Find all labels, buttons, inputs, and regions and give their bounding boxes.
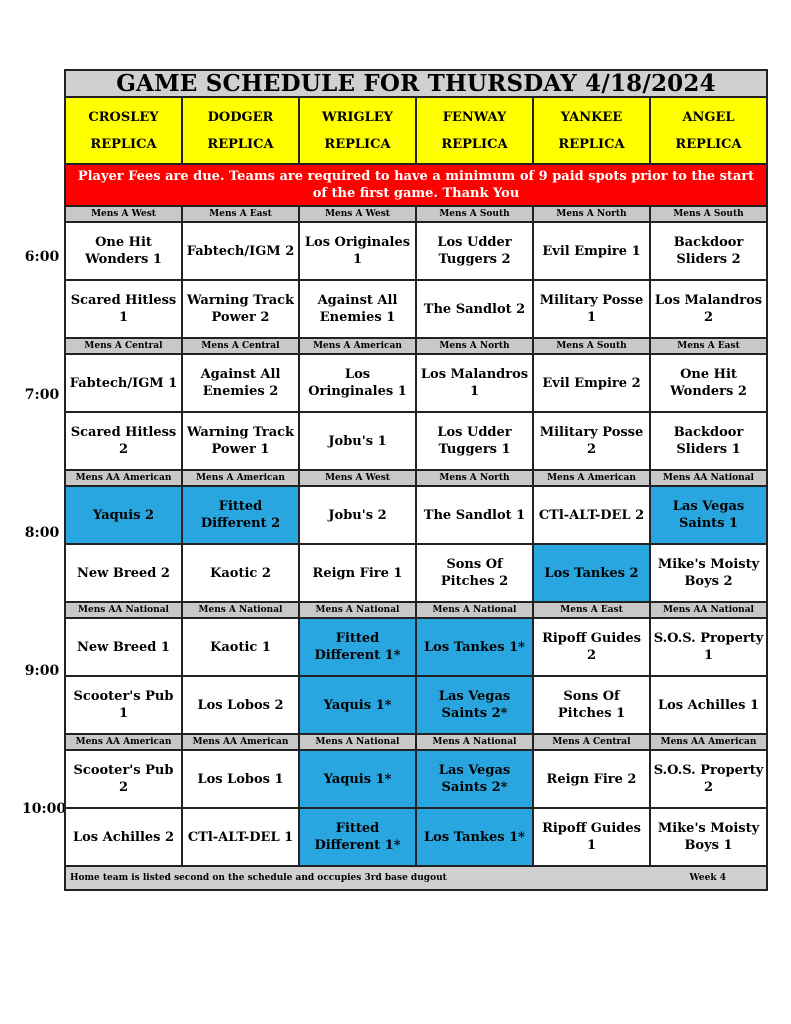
away-team-cell: Fitted Different 1* xyxy=(299,618,416,676)
away-team-cell: Yaquis 1* xyxy=(299,750,416,808)
away-team-cell: Los Malandros 1 xyxy=(416,354,533,412)
home-team-cell: Los Achilles 2 xyxy=(65,808,182,866)
field-header-dodger: DODGER REPLICA xyxy=(182,97,299,164)
home-team-cell: CTl-ALT-DEL 1 xyxy=(182,808,299,866)
division-label: Mens A National xyxy=(416,734,533,750)
division-label: Mens A South xyxy=(416,206,533,222)
division-label: Mens A American xyxy=(533,470,650,486)
away-team-row-6pm xyxy=(65,222,767,280)
schedule-table xyxy=(64,69,768,891)
away-team-cell: Las Vegas Saints 2* xyxy=(416,750,533,808)
away-team-cell: One Hit Wonders 1 xyxy=(65,222,182,280)
home-team-cell: Los Lobos 2 xyxy=(182,676,299,734)
division-label: Mens A National xyxy=(416,602,533,618)
home-team-cell: Los Achilles 1 xyxy=(650,676,767,734)
home-team-cell: Sons Of Pitches 1 xyxy=(533,676,650,734)
home-team-cell: Military Posse 1 xyxy=(533,280,650,338)
home-team-cell: Backdoor Sliders 1 xyxy=(650,412,767,470)
home-team-cell: Ripoff Guides 1 xyxy=(533,808,650,866)
player-fees-notice: Player Fees are due. Teams are required to have a minimum of 9 paid spots prior to the start of the first game. Thank You xyxy=(65,164,767,206)
home-team-cell: Los Tankes 1* xyxy=(416,808,533,866)
home-team-cell: Mike's Moisty Boys 1 xyxy=(650,808,767,866)
division-label: Mens A South xyxy=(650,206,767,222)
division-label: Mens A West xyxy=(299,206,416,222)
away-team-cell: Las Vegas Saints 1 xyxy=(650,486,767,544)
home-team-cell: Fitted Different 1* xyxy=(299,808,416,866)
field-header-crosley: CROSLEY REPLICA xyxy=(65,97,182,164)
home-team-cell: Mike's Moisty Boys 2 xyxy=(650,544,767,602)
away-team-cell: One Hit Wonders 2 xyxy=(650,354,767,412)
away-team-cell: Against All Enemies 2 xyxy=(182,354,299,412)
home-team-cell: Military Posse 2 xyxy=(533,412,650,470)
away-team-cell: Evil Empire 1 xyxy=(533,222,650,280)
division-label: Mens AA American xyxy=(182,734,299,750)
division-label: Mens AA American xyxy=(65,470,182,486)
division-row-7pm xyxy=(65,338,767,354)
away-team-cell: Reign Fire 2 xyxy=(533,750,650,808)
division-label: Mens AA National xyxy=(650,470,767,486)
away-team-cell: Backdoor Sliders 2 xyxy=(650,222,767,280)
away-team-cell: Los Tankes 1* xyxy=(416,618,533,676)
away-team-cell: Yaquis 2 xyxy=(65,486,182,544)
division-row-6pm xyxy=(65,206,767,222)
away-team-cell: New Breed 1 xyxy=(65,618,182,676)
home-team-note: Home team is listed second on the schedule and occupies 3rd base dugout xyxy=(70,873,447,883)
page-title: GAME SCHEDULE FOR THURSDAY 4/18/2024 xyxy=(65,70,767,97)
division-label: Mens A Central xyxy=(533,734,650,750)
home-team-cell: Kaotic 2 xyxy=(182,544,299,602)
field-header-fenway: FENWAY REPLICA xyxy=(416,97,533,164)
division-label: Mens A National xyxy=(299,602,416,618)
away-team-cell: CTl-ALT-DEL 2 xyxy=(533,486,650,544)
week-label: Week 4 xyxy=(689,873,726,883)
division-label: Mens AA National xyxy=(650,602,767,618)
home-team-cell: The Sandlot 2 xyxy=(416,280,533,338)
home-team-row-9pm xyxy=(65,676,767,734)
home-team-cell: Scared Hitless 1 xyxy=(65,280,182,338)
away-team-cell: Kaotic 1 xyxy=(182,618,299,676)
away-team-cell: Evil Empire 2 xyxy=(533,354,650,412)
division-label: Mens A National xyxy=(182,602,299,618)
away-team-cell: Ripoff Guides 2 xyxy=(533,618,650,676)
away-team-row-9pm xyxy=(65,618,767,676)
home-team-cell: Warning Track Power 1 xyxy=(182,412,299,470)
home-team-row-10pm xyxy=(65,808,767,866)
footer-bar xyxy=(65,866,767,890)
division-label: Mens AA American xyxy=(650,734,767,750)
away-team-cell: Los Oringinales 1 xyxy=(299,354,416,412)
home-team-cell: Los Malandros 2 xyxy=(650,280,767,338)
home-team-cell: New Breed 2 xyxy=(65,544,182,602)
division-label: Mens A East xyxy=(533,602,650,618)
division-label: Mens AA National xyxy=(65,602,182,618)
division-row-10pm xyxy=(65,734,767,750)
division-row-9pm xyxy=(65,602,767,618)
division-row-8pm xyxy=(65,470,767,486)
time-label-8pm: 8:00 xyxy=(24,525,60,541)
division-label: Mens A Central xyxy=(65,338,182,354)
away-team-row-8pm xyxy=(65,486,767,544)
home-team-cell: Jobu's 1 xyxy=(299,412,416,470)
field-header-row xyxy=(65,97,767,164)
field-header-yankee: YANKEE REPLICA xyxy=(533,97,650,164)
time-label-6pm: 6:00 xyxy=(24,249,60,265)
home-team-cell: Scooter's Pub 1 xyxy=(65,676,182,734)
home-team-cell: Las Vegas Saints 2* xyxy=(416,676,533,734)
away-team-cell: Fabtech/IGM 2 xyxy=(182,222,299,280)
away-team-cell: Jobu's 2 xyxy=(299,486,416,544)
home-team-cell: Against All Enemies 1 xyxy=(299,280,416,338)
time-label-10pm: 10:00 xyxy=(22,801,67,817)
division-label: Mens A West xyxy=(65,206,182,222)
division-label: Mens A Central xyxy=(182,338,299,354)
division-label: Mens AA American xyxy=(65,734,182,750)
home-team-cell: Sons Of Pitches 2 xyxy=(416,544,533,602)
division-label: Mens A East xyxy=(650,338,767,354)
away-team-cell: S.O.S. Property 2 xyxy=(650,750,767,808)
time-label-9pm: 9:00 xyxy=(24,663,60,679)
away-team-cell: Los Lobos 1 xyxy=(182,750,299,808)
home-team-row-7pm xyxy=(65,412,767,470)
away-team-cell: Scooter's Pub 2 xyxy=(65,750,182,808)
away-team-cell: Los Udder Tuggers 2 xyxy=(416,222,533,280)
away-team-cell: The Sandlot 1 xyxy=(416,486,533,544)
away-team-cell: Los Originales 1 xyxy=(299,222,416,280)
away-team-row-7pm xyxy=(65,354,767,412)
division-label: Mens A East xyxy=(182,206,299,222)
away-team-cell: Fitted Different 2 xyxy=(182,486,299,544)
division-label: Mens A American xyxy=(299,338,416,354)
home-team-cell: Warning Track Power 2 xyxy=(182,280,299,338)
time-label-7pm: 7:00 xyxy=(24,387,60,403)
division-label: Mens A North xyxy=(416,470,533,486)
division-label: Mens A West xyxy=(299,470,416,486)
home-team-row-6pm xyxy=(65,280,767,338)
home-team-cell: Reign Fire 1 xyxy=(299,544,416,602)
home-team-row-8pm xyxy=(65,544,767,602)
home-team-cell: Yaquis 1* xyxy=(299,676,416,734)
away-team-row-10pm xyxy=(65,750,767,808)
division-label: Mens A North xyxy=(416,338,533,354)
away-team-cell: S.O.S. Property 1 xyxy=(650,618,767,676)
division-label: Mens A National xyxy=(299,734,416,750)
division-label: Mens A North xyxy=(533,206,650,222)
field-header-wrigley: WRIGLEY REPLICA xyxy=(299,97,416,164)
home-team-cell: Scared Hitless 2 xyxy=(65,412,182,470)
home-team-cell: Los Tankes 2 xyxy=(533,544,650,602)
division-label: Mens A American xyxy=(182,470,299,486)
division-label: Mens A South xyxy=(533,338,650,354)
field-header-angel: ANGEL REPLICA xyxy=(650,97,767,164)
away-team-cell: Fabtech/IGM 1 xyxy=(65,354,182,412)
home-team-cell: Los Udder Tuggers 1 xyxy=(416,412,533,470)
